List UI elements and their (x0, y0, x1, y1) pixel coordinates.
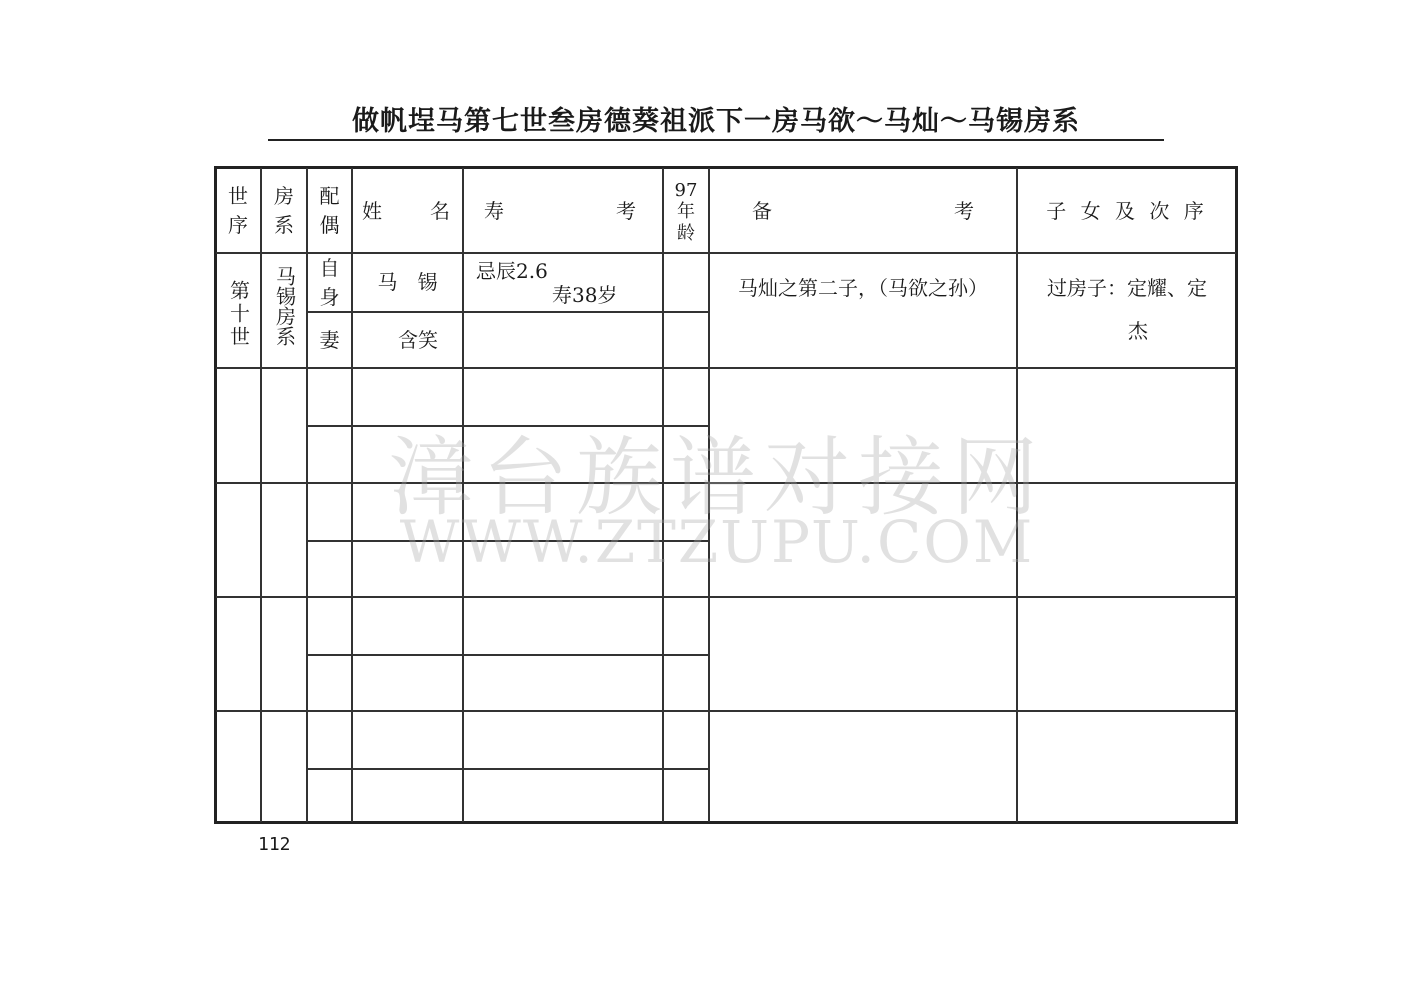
row-divider (216, 596, 1236, 598)
branch-cell: 马锡房系 (272, 266, 297, 346)
header-age: 97 年 龄 (674, 179, 698, 244)
death-date: 忌辰2.6 (476, 258, 548, 283)
remarks-cell: 马灿之第二子，（马欲之孙） (738, 275, 988, 300)
wife-name-cell: 含笑 (398, 327, 438, 352)
watermark-text: 漳台族谱对接网 (388, 428, 1046, 528)
page-number: 112 (258, 834, 291, 855)
header-branch: 房 系 (274, 184, 294, 237)
self-label-cell: 自 身 (319, 255, 340, 309)
subrow-divider (306, 768, 708, 770)
page-title: 做帆埕马第七世叁房德葵祖派下一房马欲～马灿～马锡房系 (352, 106, 1080, 137)
watermark-url: WWW.ZTZUPU.COM (399, 508, 1035, 576)
col-divider (1016, 168, 1018, 822)
subrow-divider (306, 425, 708, 427)
age-at-death: 寿38岁 (552, 282, 618, 307)
header-name: 姓 名 (362, 198, 450, 223)
generation-cell: 第十世 (226, 280, 251, 349)
subrow-divider (306, 540, 708, 542)
self-name-cell: 马 锡 (377, 270, 438, 294)
header-children: 子 女 及 次 序 (1046, 198, 1208, 223)
header-lifespan: 寿 考 (484, 198, 636, 223)
header-generation: 世 序 (228, 184, 248, 237)
row-divider (216, 482, 1236, 484)
header-remarks: 备 考 (752, 198, 974, 223)
header-spouse: 配 偶 (319, 184, 340, 237)
row-divider (216, 710, 1236, 712)
row-divider (216, 367, 1236, 369)
children-line2: 杰 (1128, 318, 1148, 343)
title-underline (268, 139, 1164, 141)
subrow-divider (306, 654, 708, 656)
col-divider (662, 168, 664, 822)
children-line1: 过房子：定耀、定 (1047, 275, 1207, 300)
col-divider (462, 168, 464, 822)
col-divider (708, 168, 710, 822)
wife-label-cell: 妻 (319, 327, 340, 352)
